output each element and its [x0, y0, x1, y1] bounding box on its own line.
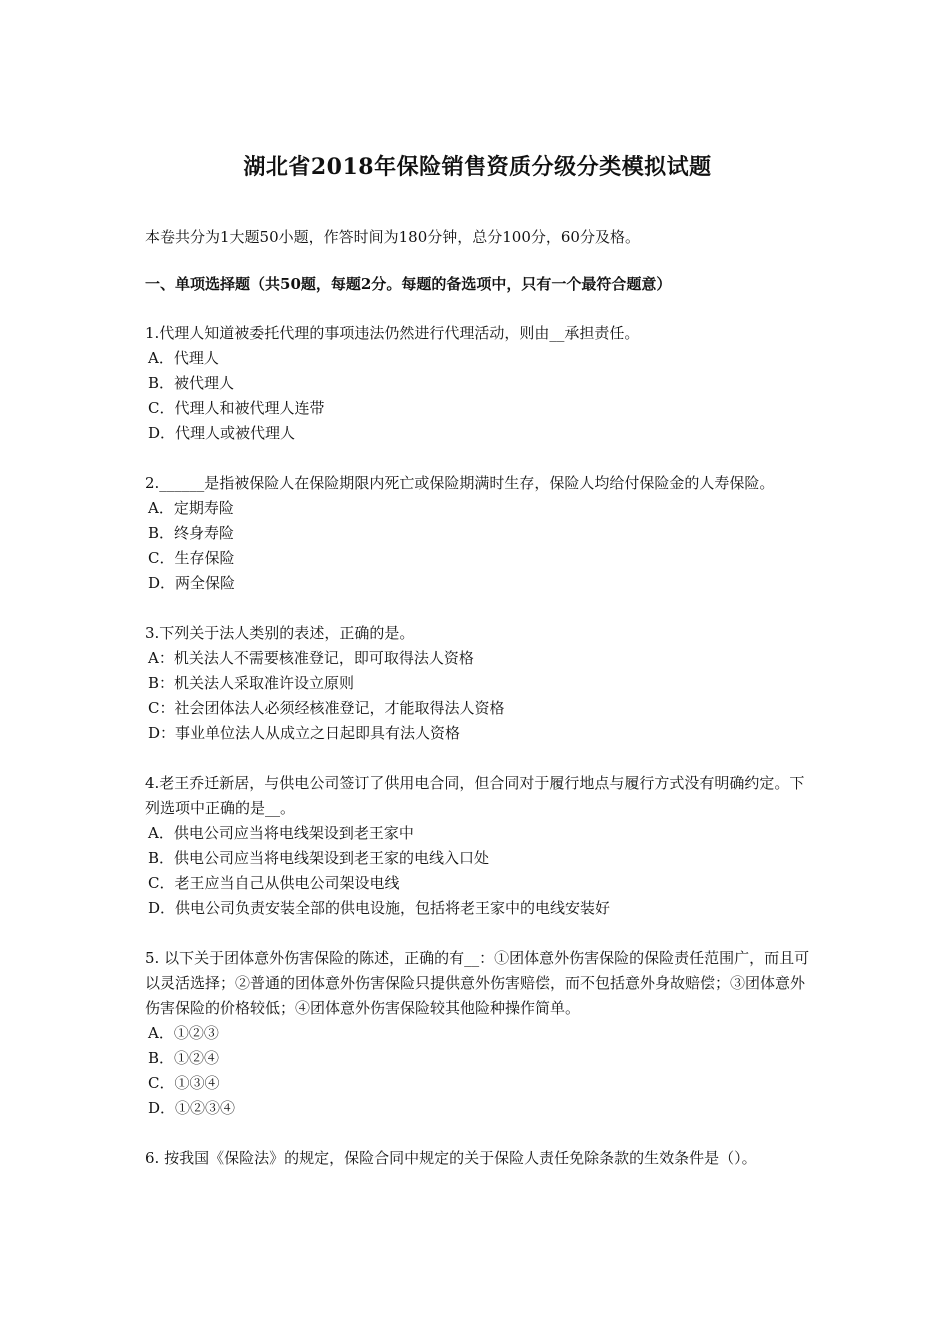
option-b: B．终身寿险 [148, 524, 235, 542]
question-2 [145, 471, 810, 596]
question-3 [145, 621, 810, 746]
option-a: A．定期寿险 [148, 499, 234, 517]
option-c: C．代理人和被代理人连带 [148, 399, 325, 417]
option-a: A．供电公司应当将电线架设到老王家中 [148, 824, 414, 842]
option-b: B．①②④ [148, 1049, 220, 1067]
section-heading: 一、单项选择题（共50题，每题2分。每题的备选项中，只有一个最符合题意） [145, 275, 672, 293]
option-d: D．供电公司负责安装全部的供电设施，包括将老王家中的电线安装好 [148, 899, 611, 917]
option-d: D．两全保险 [148, 574, 236, 592]
option-c: C．生存保险 [148, 549, 235, 567]
question-stem: 4.老王乔迁新居，与供电公司签订了供用电合同，但合同对于履行地点与履行方式没有明确约定。下列选项中正确的是__。 [145, 774, 805, 817]
question-stem: 3.下列关于法人类别的表述，正确的是。 [145, 624, 415, 642]
option-d: D：事业单位法人从成立之日起即具有法人资格 [148, 724, 461, 742]
option-c: C．①③④ [148, 1074, 220, 1092]
exam-intro: 本卷共分为1大题50小题，作答时间为180分钟，总分100分，60分及格。 [145, 228, 640, 246]
option-a: A．①②③ [148, 1024, 219, 1042]
document-content [145, 150, 810, 1196]
option-a: A．代理人 [148, 349, 219, 367]
option-c: C．老王应当自己从供电公司架设电线 [148, 874, 400, 892]
question-stem: 2.______是指被保险人在保险期限内死亡或保险期满时生存，保险人均给付保险金的人寿保险。 [145, 474, 775, 492]
document-title: 湖北省2018年保险销售资质分级分类模拟试题 [243, 154, 712, 180]
question-4 [145, 771, 810, 921]
question-stem: 6. 按我国《保险法》的规定，保险合同中规定的关于保险人责任免除条款的生效条件是（）。 [145, 1149, 757, 1167]
question-stem: 1.代理人知道被委托代理的事项违法仍然进行代理活动，则由__承担责任。 [145, 324, 640, 342]
option-d: D．代理人或被代理人 [148, 424, 296, 442]
option-c: C：社会团体法人必须经核准登记，才能取得法人资格 [148, 699, 505, 717]
option-b: B．供电公司应当将电线架设到老王家的电线入口处 [148, 849, 490, 867]
question-5 [145, 946, 810, 1121]
option-d: D．①②③④ [148, 1099, 236, 1117]
option-b: B．被代理人 [148, 374, 235, 392]
question-stem: 5. 以下关于团体意外伤害保险的陈述，正确的有__：①团体意外伤害保险的保险责任范围广，而且可以灵活选择；②普通的团体意外伤害保险只提供意外伤害赔偿，而不包括意外身故赔偿；③团体意外伤害保险的价格较低；④团体意外伤害保险较其他险种操作简单。 [145, 949, 810, 1017]
option-b: B：机关法人采取准许设立原则 [148, 674, 355, 692]
question-1 [145, 321, 810, 446]
question-6 [145, 1146, 810, 1171]
option-a: A：机关法人不需要核准登记，即可取得法人资格 [148, 649, 474, 667]
